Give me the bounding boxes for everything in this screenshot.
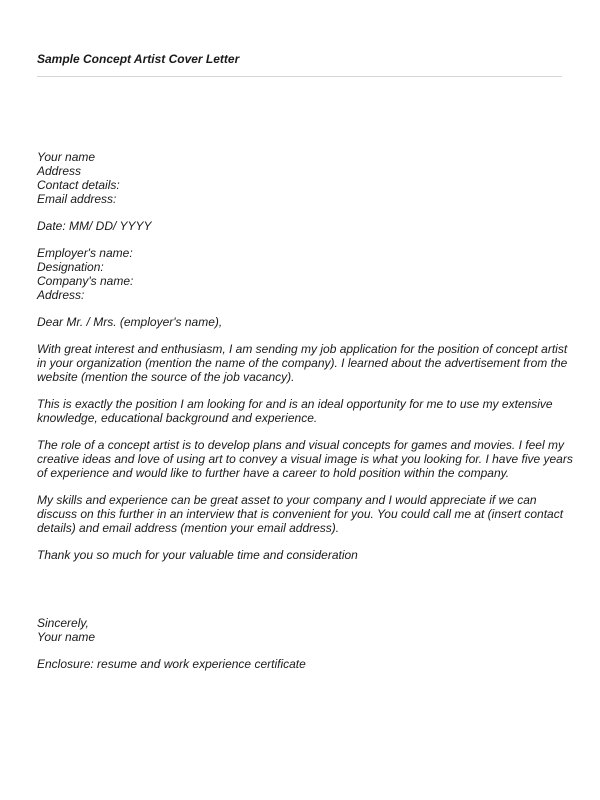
recipient-block bbox=[37, 246, 577, 302]
salutation: Dear Mr. / Mrs. (employer's name), bbox=[37, 315, 223, 329]
closing-spacer bbox=[37, 575, 577, 616]
sender-name: Your name bbox=[37, 150, 96, 164]
salutation-block bbox=[37, 315, 577, 329]
enclosure-block bbox=[37, 657, 577, 671]
recipient-employer: Employer's name: bbox=[37, 246, 133, 260]
recipient-company: Company's name: bbox=[37, 274, 134, 288]
sender-contact: Contact details: bbox=[37, 178, 120, 192]
closing-signoff: Sincerely, bbox=[37, 616, 89, 630]
sender-email: Email address: bbox=[37, 192, 117, 206]
recipient-designation: Designation: bbox=[37, 260, 104, 274]
date-block bbox=[37, 219, 577, 233]
paragraph-role: The role of a concept artist is to develop plans and visual concepts for games and movies. I feel my creative ideas and love of using art to convey a visual image is what you looking for. I have five years of experience and would like to further have a career to hold position within the company. bbox=[37, 438, 573, 480]
document-title: Sample Concept Artist Cover Letter bbox=[37, 52, 240, 66]
letter-body bbox=[37, 150, 577, 684]
paragraph-thanks: Thank you so much for your valuable time and consideration bbox=[37, 548, 358, 562]
closing-block bbox=[37, 616, 577, 644]
recipient-address: Address: bbox=[37, 288, 85, 302]
closing-name: Your name bbox=[37, 630, 96, 644]
sender-address: Address bbox=[37, 164, 82, 178]
paragraph-fit: This is exactly the position I am looking for and is an ideal opportunity for me to use my extensive knowledge, educational background and experience. bbox=[37, 397, 553, 425]
sender-block bbox=[37, 150, 577, 206]
title-divider bbox=[37, 76, 562, 77]
paragraph-intro: With great interest and enthusiasm, I am sending my job application for the position of concept artist in your organization (mention the name of the company). I learned about the advertisement from the website (mention the source of the job vacancy). bbox=[37, 342, 568, 384]
enclosure-note: Enclosure: resume and work experience certificate bbox=[37, 657, 306, 671]
paragraph-contact: My skills and experience can be great asset to your company and I would appreciate if we can discuss on this further in an interview that is convenient for you. You could call me at (insert contact details) and email address (mention your email address). bbox=[37, 493, 564, 535]
letter-date: Date: MM/ DD/ YYYY bbox=[37, 219, 152, 233]
